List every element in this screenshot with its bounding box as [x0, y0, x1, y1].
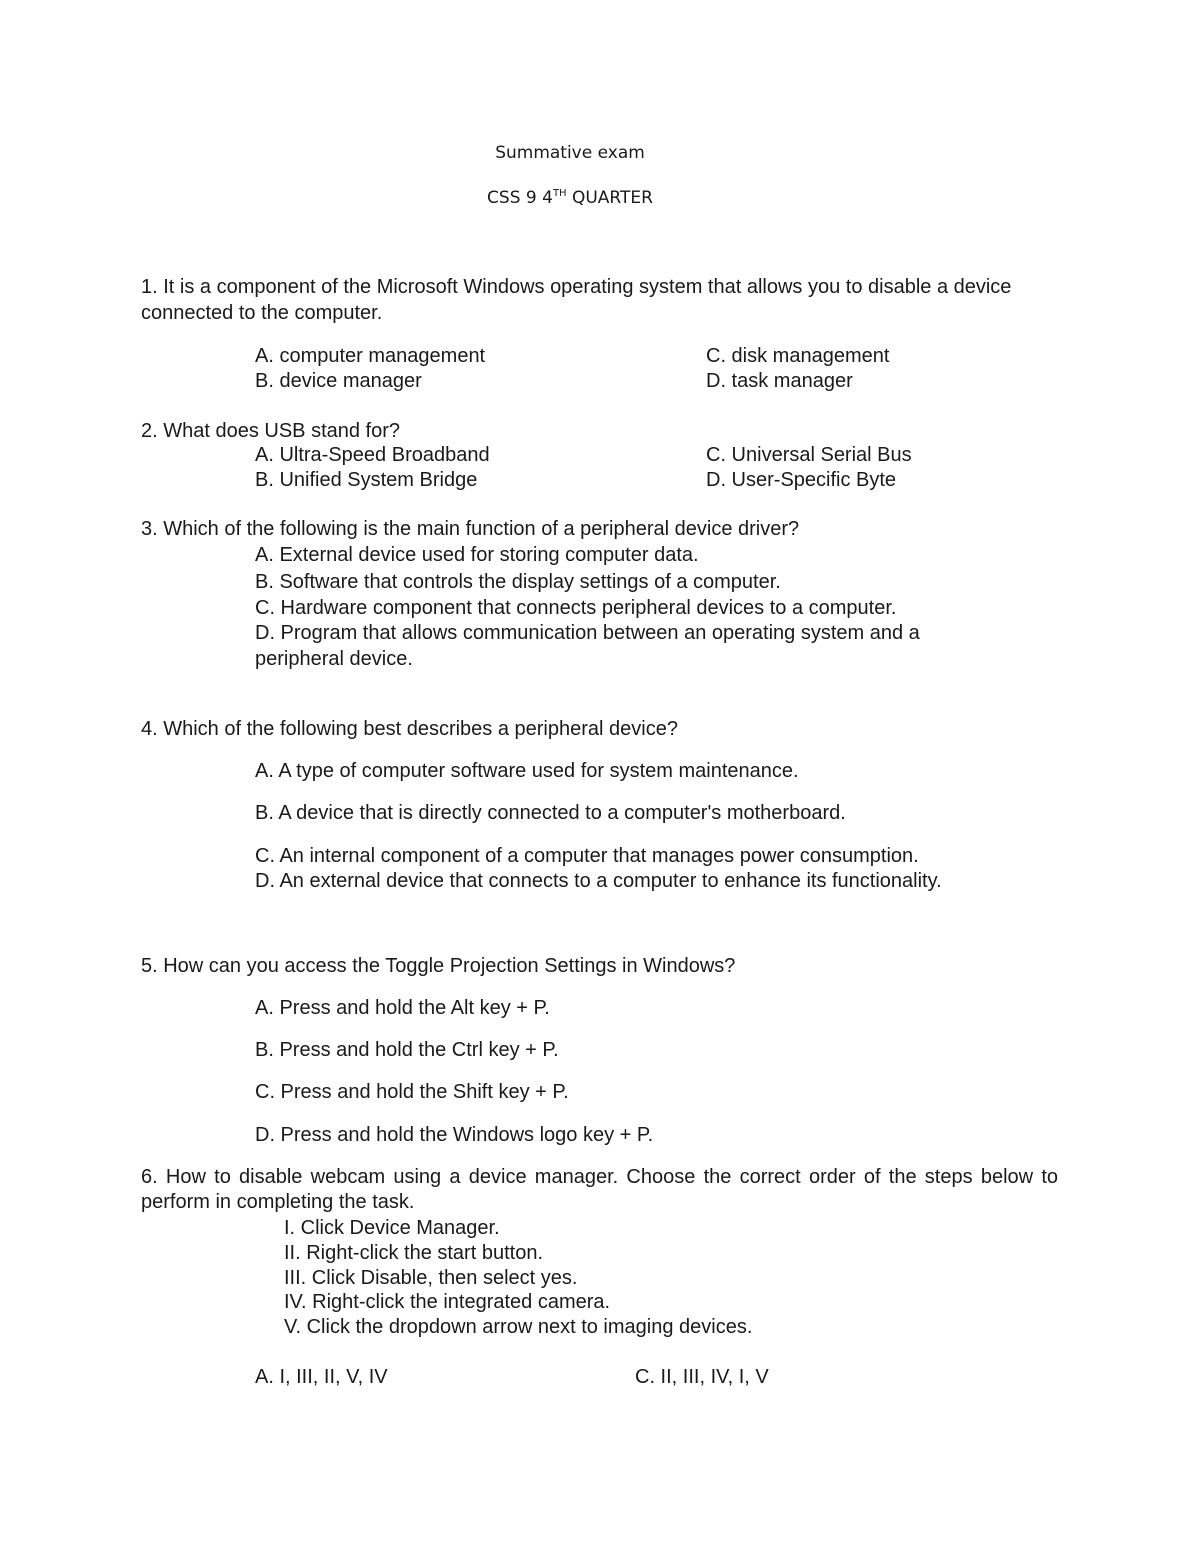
exam-title — [0, 143, 1140, 163]
q5-option-b: B. Press and hold the Ctrl key + P. — [255, 1039, 559, 1061]
q4-option-c: C. An internal component of a computer that manages power consumption. — [255, 845, 919, 867]
q6-step-4: IV. Right-click the integrated camera. — [284, 1291, 611, 1313]
question-2-text: 2. What does USB stand for? — [141, 420, 401, 442]
q6-step-2: II. Right-click the start button. — [284, 1242, 543, 1264]
q4-option-b: B. A device that is directly connected to a computer's motherboard. — [255, 802, 846, 824]
q1-option-b: B. device manager — [255, 370, 422, 392]
q2-option-d: D. User-Specific Byte — [706, 469, 897, 491]
question-4-text: 4. Which of the following best describes a peripheral device? — [141, 718, 678, 740]
question-5-text: 5. How can you access the Toggle Projection Settings in Windows? — [141, 955, 736, 977]
q6-step-5: V. Click the dropdown arrow next to imaging devices. — [284, 1316, 753, 1338]
q5-option-a: A. Press and hold the Alt key + P. — [255, 997, 550, 1019]
exam-title-text: Summative exam — [495, 143, 645, 163]
subtitle-prefix: CSS 9 4 — [487, 188, 553, 208]
question-6-text: 6. How to disable webcam using a device manager. Choose the correct order of the steps below to perform in completing the task. — [141, 1166, 1058, 1213]
q6-step-1: I. Click Device Manager. — [284, 1217, 500, 1239]
q4-option-d: D. An external device that connects to a computer to enhance its functionality. — [255, 870, 942, 892]
subtitle-sup: TH — [552, 188, 567, 199]
q3-option-c: C. Hardware component that connects peripheral devices to a computer. — [255, 597, 897, 619]
question-1-text: 1. It is a component of the Microsoft Windows operating system that allows you to disable a device connected to the computer. — [141, 276, 1012, 324]
q3-option-b: B. Software that controls the display settings of a computer. — [255, 571, 781, 593]
q1-option-a: A. computer management — [255, 345, 486, 367]
q2-option-c: C. Universal Serial Bus — [706, 444, 912, 466]
q3-option-d: D. Program that allows communication between an operating system and a peripheral device. — [255, 622, 920, 670]
q6-option-c: C. II, III, IV, I, V — [635, 1366, 769, 1388]
q2-option-a: A. Ultra-Speed Broadband — [255, 444, 490, 466]
subtitle-suffix: QUARTER — [566, 188, 653, 208]
question-3-text: 3. Which of the following is the main function of a peripheral device driver? — [141, 518, 800, 540]
q4-option-a: A. A type of computer software used for system maintenance. — [255, 760, 799, 782]
q5-option-d: D. Press and hold the Windows logo key + P. — [255, 1124, 654, 1146]
exam-subtitle — [0, 188, 1140, 208]
q6-option-a: A. I, III, II, V, IV — [255, 1366, 388, 1388]
q6-step-3: III. Click Disable, then select yes. — [284, 1267, 578, 1289]
q1-option-c: C. disk management — [706, 345, 890, 367]
q5-option-c: C. Press and hold the Shift key + P. — [255, 1081, 569, 1103]
q3-option-a: A. External device used for storing computer data. — [255, 544, 699, 566]
q2-option-b: B. Unified System Bridge — [255, 469, 478, 491]
q1-option-d: D. task manager — [706, 370, 853, 392]
